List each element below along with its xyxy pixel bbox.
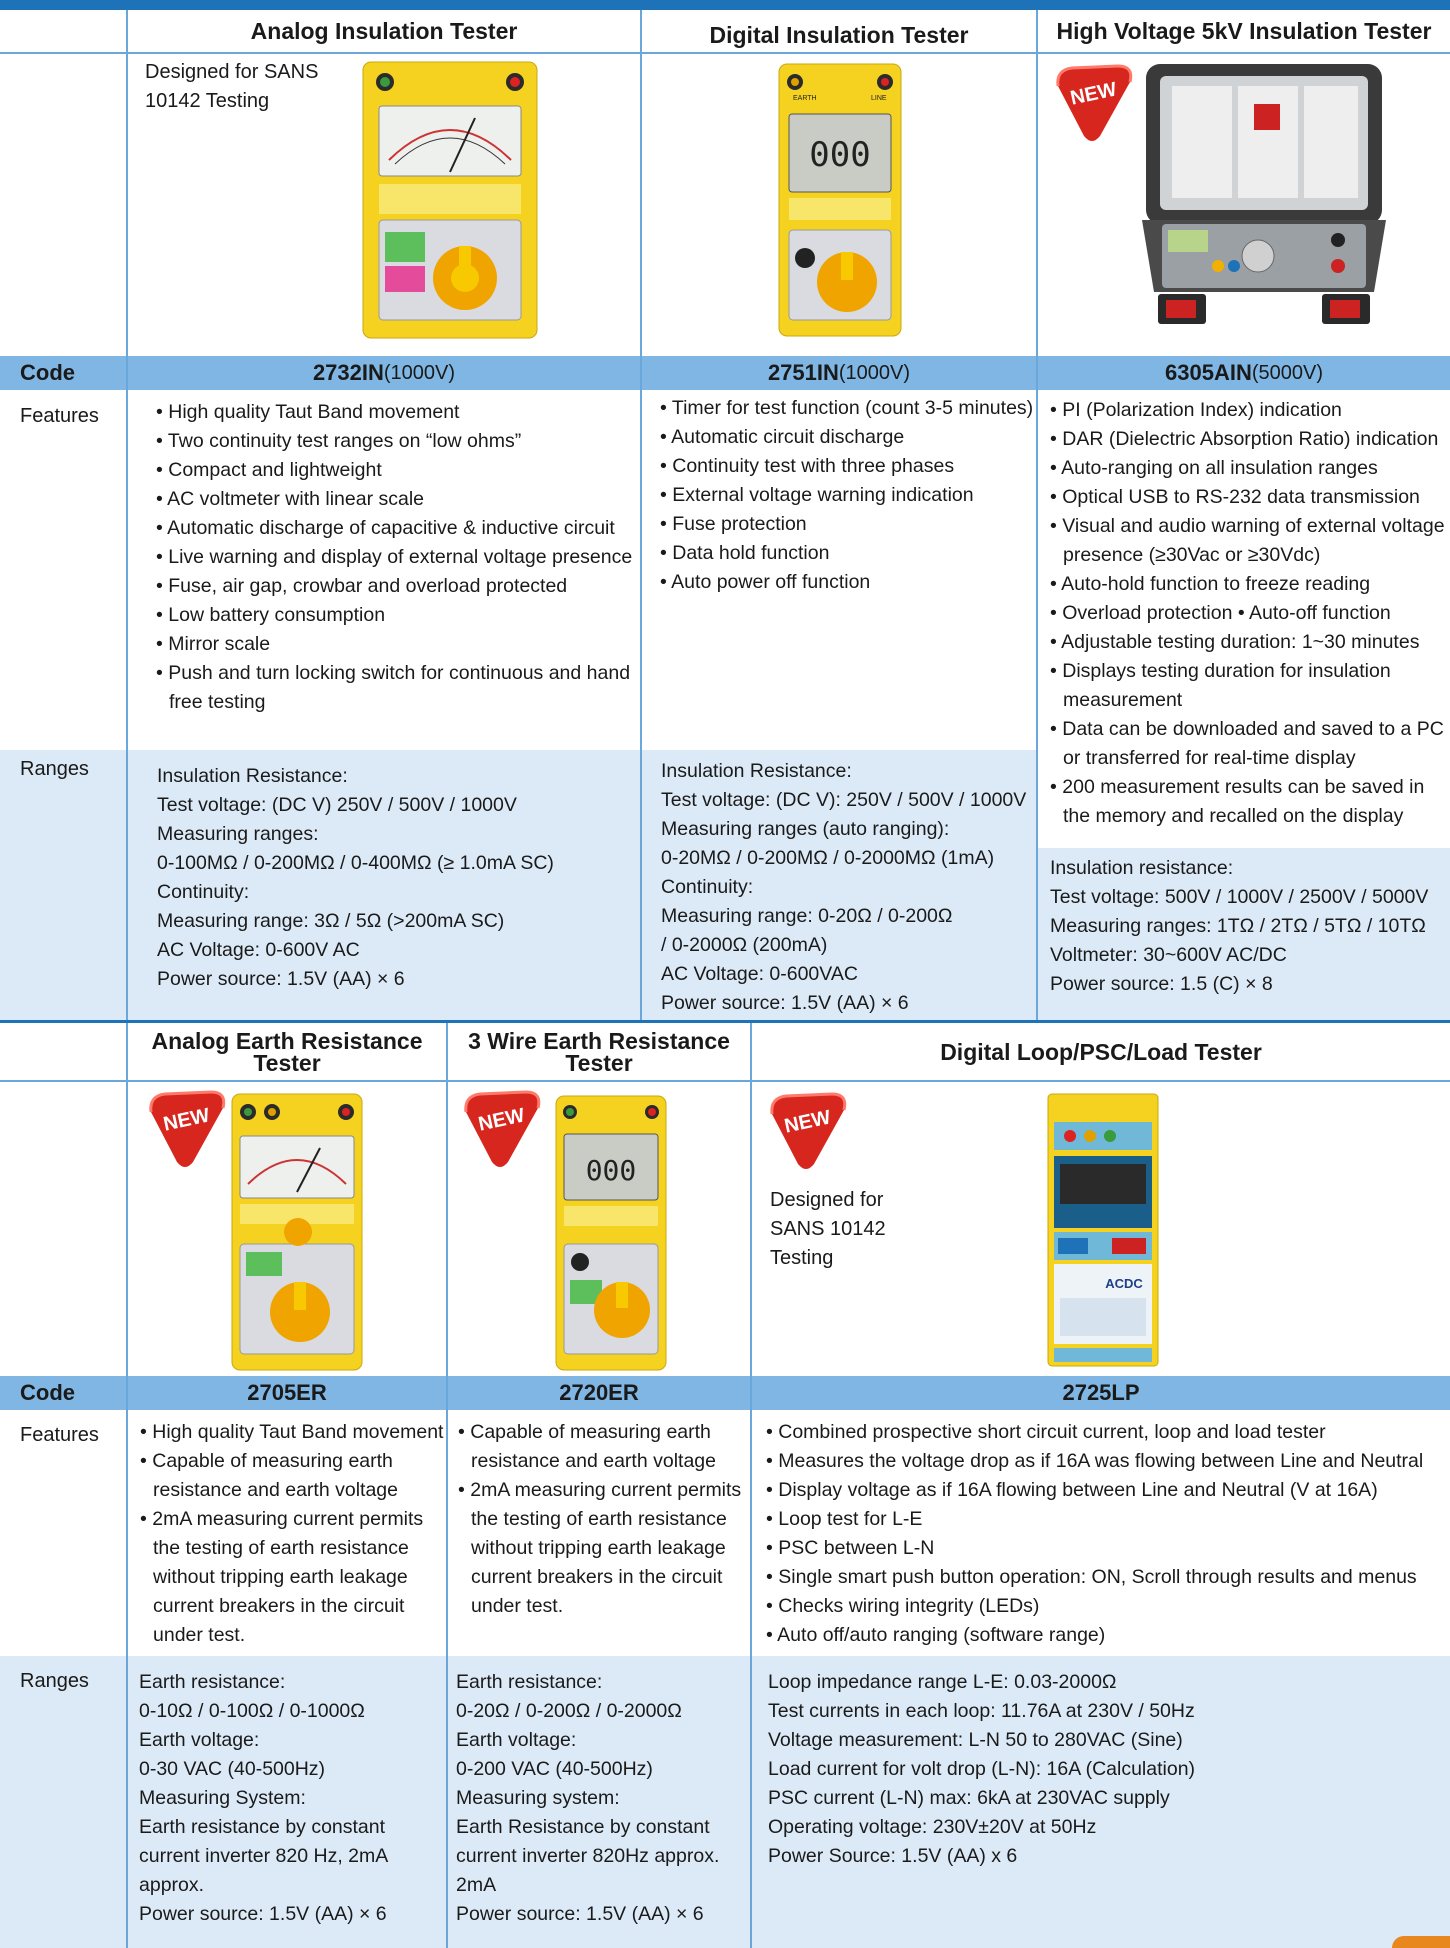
divider (446, 1080, 448, 1376)
section-divider (0, 1020, 1450, 1023)
header-analog-earth: Analog Earth Resistance Tester (151, 1028, 423, 1076)
divider (126, 10, 128, 1020)
code-label: Code (20, 1380, 75, 1405)
ranges-2720er: Earth resistance: 0-20Ω / 0-200Ω / 0-2000Ω Earth voltage: 0-200 VAC (40-500Hz) Measuring system: Earth Resistance by constant current inverter 820Hz approx. 2mA Power source: 1.5V (AA) × 6 (456, 1671, 720, 1925)
header-loop-tester: Digital Loop/PSC/Load Tester (940, 1039, 1262, 1065)
ranges-2705er: Earth resistance: 0-10Ω / 0-100Ω / 0-1000Ω Earth voltage: 0-30 VAC (40-500Hz) Measuring System: Earth resistance by constant current inverter 820 Hz, 2mA approx. Power source: 1.5V (AA) × 6 (139, 1671, 388, 1925)
divider (750, 1023, 752, 1948)
product-code-2725lp: 2725LP (1062, 1380, 1140, 1405)
product-code-2705er: 2705ER (247, 1380, 327, 1405)
analog-insulation-tester-image (355, 60, 545, 340)
features-label: Features (20, 405, 99, 427)
header-digital-insulation: Digital Insulation Tester (709, 22, 969, 48)
ranges-label: Ranges (20, 1670, 89, 1692)
divider (446, 1023, 448, 1080)
new-badge-label: NEW (782, 1106, 833, 1138)
divider (1036, 10, 1038, 1020)
line-label: LINE (871, 95, 887, 102)
new-badge (145, 1090, 229, 1168)
features-list-2732in: • High quality Taut Band movement • Two continuity test ranges on “low ohms” • Compact and lightweight • AC voltmeter with linear scale • Automatic discharge of capacitive & inductive circuit • Live warning and display of external voltage presence • Fuse, air gap, crowbar and overload protected • Low battery consumption • Mirror scale • Push and turn locking switch for continuous and hand free testing (152, 398, 638, 717)
new-badge (766, 1092, 850, 1170)
features-label: Features (20, 1424, 99, 1446)
divider (640, 10, 642, 1020)
code-label: Code (20, 360, 75, 385)
new-badge-label: NEW (161, 1104, 212, 1136)
new-badge-label: NEW (1068, 78, 1119, 110)
earth-label: EARTH (793, 95, 817, 102)
divider (446, 1376, 448, 1948)
page-corner-tab (1392, 1936, 1450, 1948)
product-code-2751in: 2751IN (1000V) (767, 360, 911, 385)
digital-insulation-tester-image (775, 62, 905, 338)
product-code-2720er: 2720ER (559, 1380, 639, 1405)
hv-insulation-tester-image (1138, 60, 1390, 338)
ranges-6305ain: Insulation resistance: Test voltage: 500V / 1000V / 2500V / 5000V Measuring ranges: 1TΩ / 2TΩ / 5TΩ / 10TΩ Voltmeter: 30~600V AC/DC Power source: 1.5 (C) × 8 (1050, 857, 1429, 995)
features-list-6305ain: • PI (Polarization Index) indication • DAR (Dielectric Absorption Ratio) indication • Auto-ranging on all insulation ranges • Optical USB to RS-232 data transmission • Visual and audio warning of external voltage presence (≥30Vac or ≥30Vdc) • Auto-hold function to freeze reading • Overload protection • Auto-off function • Adjustable testing duration: 1~30 minutes • Displays testing duration for insulation measurement • Data can be downloaded and saved to a PC or transferred for real-time display • 200 measurement results can be saved in the memory and recalled on the display (1046, 396, 1448, 831)
3-wire-earth-tester-image (552, 1094, 670, 1372)
ranges-2725lp: Loop impedance range L-E: 0.03-2000Ω Test currents in each loop: 11.76A at 230V / 50Hz Voltage measurement: L-N 50 to 280VAC (Sine) Load current for volt drop (L-N): 16A (Calculation) PSC current (L-N) max: 6kA at 230VAC supply Operating voltage: 230V±20V at 50Hz Power Source: 1.5V (AA) x 6 (768, 1671, 1196, 1867)
lcd-readout: 000 (809, 135, 871, 175)
header-hv-insulation: High Voltage 5kV Insulation Tester (1056, 18, 1432, 44)
ranges-2732in: Insulation Resistance: Test voltage: (DC V) 250V / 500V / 1000V Measuring ranges: 0-100MΩ / 0-200MΩ / 0-400MΩ (≥ 1.0mA SC) Continuity: Measuring range: 3Ω / 5Ω (>200mA SC) AC Voltage: 0-600V AC Power source: 1.5V (AA) × 6 (157, 765, 554, 990)
ranges-label: Ranges (20, 758, 89, 780)
analog-earth-tester-image (228, 1092, 366, 1372)
lcd-readout: 000 (585, 1154, 637, 1187)
sans-note: Designed for SANS 10142 Testing (145, 61, 319, 112)
header-3wire-earth: 3 Wire Earth Resistance Tester (468, 1028, 730, 1076)
acdc-logo: ACDC (1105, 1276, 1143, 1291)
product-code-6305ain: 6305AIN (5000V) (1165, 360, 1323, 385)
features-list-2725lp: • Combined prospective short circuit current, loop and load tester • Measures the voltage drop as if 16A was flowing between Line and Neutral • Display voltage as if 16A flowing between Line and Neutral (V at 16A) • Loop test for L-E • PSC between L-N • Single smart push button operation: ON, Scroll through results and menus • Checks wiring integrity (LEDs) • Auto off/auto ranging (software range) (762, 1418, 1448, 1650)
new-badge (1052, 64, 1136, 142)
sans-note: Designed for SANS 10142 Testing (770, 1189, 886, 1269)
header-analog-insulation: Analog Insulation Tester (250, 18, 518, 44)
features-list-2751in: • Timer for test function (count 3-5 minutes) • Automatic circuit discharge • Continuity test with three phases • External voltage warning indication • Fuse protection • Data hold function • Auto power off function (656, 394, 1038, 597)
features-list-2720er: • Capable of measuring earth resistance and earth voltage • 2mA measuring current permits the testing of earth resistance without tripping earth leakage current breakers in the circuit under test. (454, 1418, 748, 1621)
product-code-2732in: 2732IN (1000V) (312, 360, 456, 385)
loop-tester-image (1046, 1092, 1160, 1368)
divider (0, 52, 1450, 54)
features-list-2705er: • High quality Taut Band movement • Capable of measuring earth resistance and earth voltage • 2mA measuring current permits the testing of earth resistance without tripping earth leakage current breakers in the circuit under test. (136, 1418, 444, 1650)
divider (126, 1023, 128, 1948)
divider (0, 1080, 1450, 1082)
new-badge-label: NEW (476, 1104, 527, 1136)
new-badge (460, 1090, 544, 1168)
top-accent-bar (0, 0, 1450, 10)
ranges-2751in: Insulation Resistance: Test voltage: (DC V): 250V / 500V / 1000V Measuring ranges (auto ranging): 0-20MΩ / 0-200MΩ / 0-2000MΩ (1mA) Continuity: Measuring range: 0-20Ω / 0-200Ω / 0-2000Ω (200mA) AC Voltage: 0-600VAC Power source: 1.5V (AA) × 6 (661, 760, 1027, 1014)
